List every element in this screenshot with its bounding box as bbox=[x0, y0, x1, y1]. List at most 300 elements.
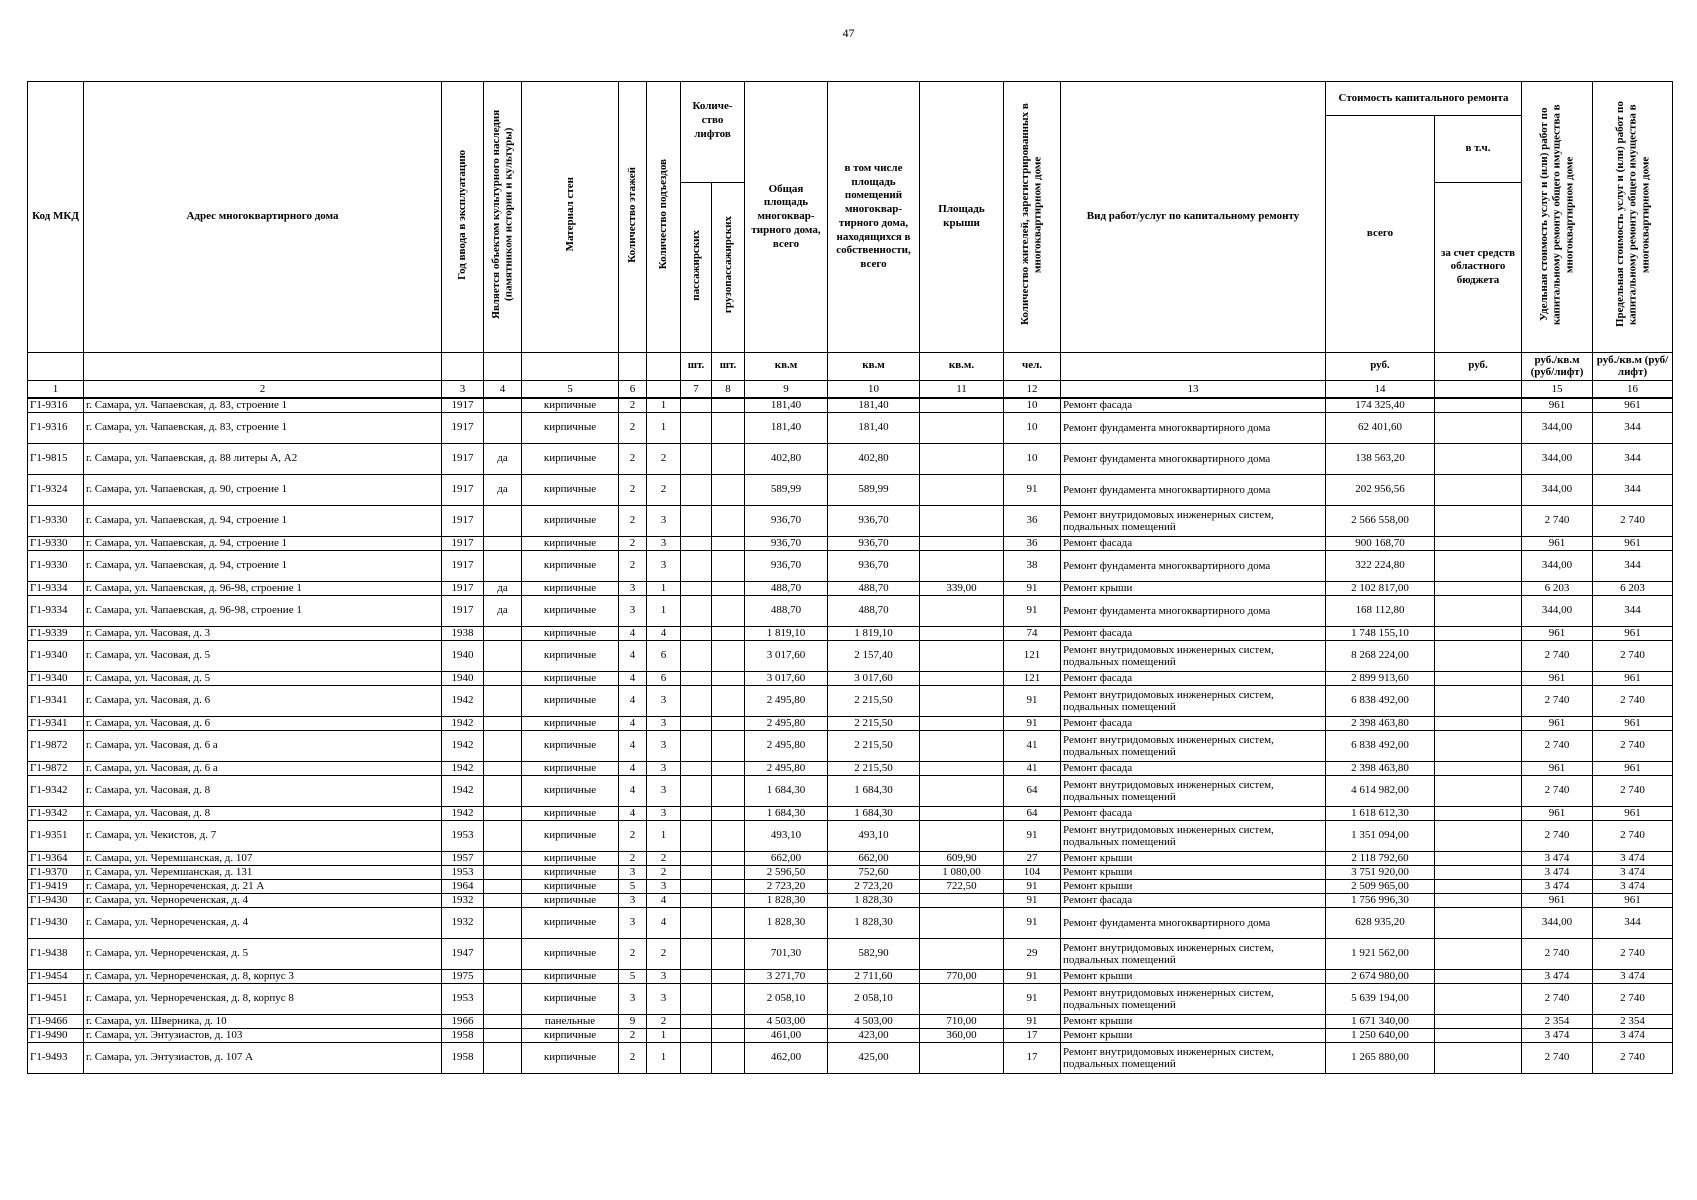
cell-owned-area: 662,00 bbox=[828, 851, 920, 865]
cell-residents: 64 bbox=[1004, 775, 1061, 806]
header-code: Код МКД bbox=[28, 82, 84, 353]
cell-owned-area: 488,70 bbox=[828, 595, 920, 626]
cell-lifts-passenger bbox=[681, 969, 712, 983]
cell-entrances: 6 bbox=[647, 640, 681, 671]
table-row bbox=[28, 1042, 1673, 1073]
column-number: 4 bbox=[484, 380, 522, 398]
cell-limit-cost: 344 bbox=[1593, 907, 1673, 938]
cell-cost-total: 628 935,20 bbox=[1326, 907, 1435, 938]
cell-residents: 74 bbox=[1004, 626, 1061, 640]
cell-code: Г1-9330 bbox=[28, 536, 84, 550]
cell-roof-area bbox=[920, 716, 1004, 730]
cell-roof-area bbox=[920, 893, 1004, 907]
table-row bbox=[28, 806, 1673, 820]
table-row bbox=[28, 907, 1673, 938]
cell-work-type: Ремонт фасада bbox=[1061, 716, 1326, 730]
cell-owned-area: 3 017,60 bbox=[828, 671, 920, 685]
cell-roof-area bbox=[920, 550, 1004, 581]
cell-lifts-passenger bbox=[681, 938, 712, 969]
cell-year: 1917 bbox=[442, 505, 484, 536]
cell-cost-total: 1 351 094,00 bbox=[1326, 820, 1435, 851]
cell-heritage bbox=[484, 938, 522, 969]
header-cost: Стоимость капитального ремонта bbox=[1326, 82, 1522, 116]
cell-cost-regional bbox=[1435, 505, 1522, 536]
cell-floors: 4 bbox=[619, 685, 647, 716]
cell-heritage bbox=[484, 536, 522, 550]
cell-cost-total: 2 566 558,00 bbox=[1326, 505, 1435, 536]
cell-lifts-passenger bbox=[681, 820, 712, 851]
column-number: 8 bbox=[712, 380, 745, 398]
cell-residents: 64 bbox=[1004, 806, 1061, 820]
cell-walls: кирпичные bbox=[522, 1028, 619, 1042]
cell-cost-total: 2 102 817,00 bbox=[1326, 581, 1435, 595]
cell-work-type: Ремонт фасада bbox=[1061, 806, 1326, 820]
cell-unit-cost: 344,00 bbox=[1522, 550, 1593, 581]
cell-unit-cost: 2 740 bbox=[1522, 983, 1593, 1014]
cell-code: Г1-9364 bbox=[28, 851, 84, 865]
cell-heritage bbox=[484, 1014, 522, 1028]
cell-owned-area: 4 503,00 bbox=[828, 1014, 920, 1028]
table-row bbox=[28, 761, 1673, 775]
cell-floors: 2 bbox=[619, 398, 647, 413]
cell-address: г. Самара, ул. Чернореченская, д. 8, корпус 8 bbox=[84, 983, 442, 1014]
cell-roof-area bbox=[920, 626, 1004, 640]
cell-owned-area: 2 058,10 bbox=[828, 983, 920, 1014]
cell-total-area: 3 271,70 bbox=[745, 969, 828, 983]
cell-residents: 91 bbox=[1004, 1014, 1061, 1028]
cell-year: 1957 bbox=[442, 851, 484, 865]
cell-code: Г1-9330 bbox=[28, 550, 84, 581]
cell-owned-area: 1 684,30 bbox=[828, 806, 920, 820]
cell-floors: 3 bbox=[619, 983, 647, 1014]
cell-lifts-cargo bbox=[712, 443, 745, 474]
cell-cost-total: 1 671 340,00 bbox=[1326, 1014, 1435, 1028]
cell-work-type: Ремонт фасада bbox=[1061, 398, 1326, 413]
cell-work-type: Ремонт фасада bbox=[1061, 761, 1326, 775]
cell-year: 1964 bbox=[442, 879, 484, 893]
cell-cost-regional bbox=[1435, 1028, 1522, 1042]
cell-work-type: Ремонт фундамента многоквартирного дома bbox=[1061, 907, 1326, 938]
cell-address: г. Самара, ул. Часовая, д. 6 bbox=[84, 685, 442, 716]
cell-work-type: Ремонт крыши bbox=[1061, 865, 1326, 879]
cell-unit-cost: 2 740 bbox=[1522, 1042, 1593, 1073]
table-row bbox=[28, 938, 1673, 969]
cell-work-type: Ремонт внутридомовых инженерных систем, подвальных помещений bbox=[1061, 938, 1326, 969]
cell-work-type: Ремонт фундамента многоквартирного дома bbox=[1061, 595, 1326, 626]
cell-heritage bbox=[484, 879, 522, 893]
cell-residents: 91 bbox=[1004, 474, 1061, 505]
table-row bbox=[28, 685, 1673, 716]
cell-code: Г1-9316 bbox=[28, 412, 84, 443]
cell-code: Г1-9341 bbox=[28, 716, 84, 730]
cell-entrances: 4 bbox=[647, 893, 681, 907]
cell-unit-cost: 961 bbox=[1522, 398, 1593, 413]
table-row bbox=[28, 398, 1673, 413]
column-number: 2 bbox=[84, 380, 442, 398]
cell-lifts-passenger bbox=[681, 761, 712, 775]
header-address: Адрес многоквартирного дома bbox=[84, 82, 442, 353]
cell-cost-regional bbox=[1435, 907, 1522, 938]
cell-cost-regional bbox=[1435, 983, 1522, 1014]
cell-heritage bbox=[484, 806, 522, 820]
cell-cost-regional bbox=[1435, 536, 1522, 550]
cell-residents: 91 bbox=[1004, 879, 1061, 893]
cell-cost-total: 138 563,20 bbox=[1326, 443, 1435, 474]
cell-lifts-passenger bbox=[681, 595, 712, 626]
cell-limit-cost: 344 bbox=[1593, 443, 1673, 474]
cell-unit-cost: 961 bbox=[1522, 626, 1593, 640]
cell-address: г. Самара, ул. Чапаевская, д. 96-98, строение 1 bbox=[84, 595, 442, 626]
cell-cost-total: 8 268 224,00 bbox=[1326, 640, 1435, 671]
table-row bbox=[28, 626, 1673, 640]
cell-cost-regional bbox=[1435, 820, 1522, 851]
cell-floors: 5 bbox=[619, 879, 647, 893]
cell-roof-area bbox=[920, 820, 1004, 851]
cell-walls: кирпичные bbox=[522, 761, 619, 775]
column-number bbox=[1435, 380, 1522, 398]
cell-roof-area: 770,00 bbox=[920, 969, 1004, 983]
cell-limit-cost: 2 740 bbox=[1593, 640, 1673, 671]
cell-owned-area: 181,40 bbox=[828, 398, 920, 413]
cell-owned-area: 936,70 bbox=[828, 536, 920, 550]
cell-cost-total: 5 639 194,00 bbox=[1326, 983, 1435, 1014]
cell-cost-total: 174 325,40 bbox=[1326, 398, 1435, 413]
cell-lifts-cargo bbox=[712, 581, 745, 595]
cell-work-type: Ремонт крыши bbox=[1061, 851, 1326, 865]
cell-unit-cost: 961 bbox=[1522, 671, 1593, 685]
cell-year: 1942 bbox=[442, 685, 484, 716]
cell-walls: кирпичные bbox=[522, 806, 619, 820]
column-number: 13 bbox=[1061, 380, 1326, 398]
cell-work-type: Ремонт фундамента многоквартирного дома bbox=[1061, 443, 1326, 474]
cell-entrances: 3 bbox=[647, 761, 681, 775]
cell-total-area: 3 017,60 bbox=[745, 671, 828, 685]
cell-roof-area: 722,50 bbox=[920, 879, 1004, 893]
cell-roof-area: 339,00 bbox=[920, 581, 1004, 595]
cell-unit-cost: 2 740 bbox=[1522, 820, 1593, 851]
cell-owned-area: 589,99 bbox=[828, 474, 920, 505]
header-lifts-passenger: пассажирских bbox=[689, 229, 702, 301]
cell-floors: 4 bbox=[619, 640, 647, 671]
cell-work-type: Ремонт крыши bbox=[1061, 969, 1326, 983]
cell-entrances: 3 bbox=[647, 550, 681, 581]
cell-total-area: 4 503,00 bbox=[745, 1014, 828, 1028]
cell-lifts-cargo bbox=[712, 474, 745, 505]
cell-cost-regional bbox=[1435, 581, 1522, 595]
cell-walls: кирпичные bbox=[522, 443, 619, 474]
cell-residents: 29 bbox=[1004, 938, 1061, 969]
cell-year: 1940 bbox=[442, 671, 484, 685]
cell-cost-regional bbox=[1435, 938, 1522, 969]
cell-year: 1942 bbox=[442, 716, 484, 730]
column-number: 14 bbox=[1326, 380, 1435, 398]
table-row bbox=[28, 1028, 1673, 1042]
cell-roof-area bbox=[920, 640, 1004, 671]
cell-residents: 10 bbox=[1004, 412, 1061, 443]
cell-floors: 3 bbox=[619, 581, 647, 595]
cell-owned-area: 1 828,30 bbox=[828, 893, 920, 907]
cell-roof-area bbox=[920, 907, 1004, 938]
cell-entrances: 1 bbox=[647, 581, 681, 595]
table-row bbox=[28, 550, 1673, 581]
cell-walls: кирпичные bbox=[522, 550, 619, 581]
cell-code: Г1-9493 bbox=[28, 1042, 84, 1073]
cell-cost-total: 900 168,70 bbox=[1326, 536, 1435, 550]
cell-lifts-passenger bbox=[681, 443, 712, 474]
cell-lifts-passenger bbox=[681, 626, 712, 640]
cell-address: г. Самара, ул. Чапаевская, д. 94, строение 1 bbox=[84, 505, 442, 536]
cell-code: Г1-9438 bbox=[28, 938, 84, 969]
cell-address: г. Самара, ул. Часовая, д. 6 а bbox=[84, 730, 442, 761]
cell-lifts-passenger bbox=[681, 685, 712, 716]
cell-total-area: 3 017,60 bbox=[745, 640, 828, 671]
table-row bbox=[28, 893, 1673, 907]
cell-limit-cost: 3 474 bbox=[1593, 865, 1673, 879]
cell-walls: кирпичные bbox=[522, 536, 619, 550]
cell-limit-cost: 2 740 bbox=[1593, 685, 1673, 716]
cell-total-area: 2 495,80 bbox=[745, 716, 828, 730]
cell-code: Г1-9430 bbox=[28, 907, 84, 938]
header-work-type: Вид работ/услуг по капитальному ремонту bbox=[1061, 82, 1326, 353]
cell-roof-area bbox=[920, 443, 1004, 474]
cell-cost-regional bbox=[1435, 443, 1522, 474]
cell-floors: 2 bbox=[619, 938, 647, 969]
header-year: Год ввода в эксплуатацию bbox=[456, 149, 469, 280]
cell-entrances: 3 bbox=[647, 969, 681, 983]
cell-year: 1932 bbox=[442, 893, 484, 907]
cell-heritage bbox=[484, 398, 522, 413]
cell-total-area: 181,40 bbox=[745, 398, 828, 413]
header-floors: Количество этажей bbox=[626, 166, 639, 263]
cell-residents: 10 bbox=[1004, 398, 1061, 413]
cell-lifts-cargo bbox=[712, 761, 745, 775]
cell-total-area: 1 828,30 bbox=[745, 907, 828, 938]
cell-cost-total: 1 265 880,00 bbox=[1326, 1042, 1435, 1073]
unit-cost-total: руб. bbox=[1326, 352, 1435, 380]
cell-lifts-cargo bbox=[712, 1042, 745, 1073]
cell-unit-cost: 344,00 bbox=[1522, 443, 1593, 474]
table-row bbox=[28, 820, 1673, 851]
cell-walls: кирпичные bbox=[522, 865, 619, 879]
cell-floors: 4 bbox=[619, 761, 647, 775]
cell-work-type: Ремонт внутридомовых инженерных систем, подвальных помещений bbox=[1061, 730, 1326, 761]
cell-lifts-cargo bbox=[712, 851, 745, 865]
table-row bbox=[28, 536, 1673, 550]
cell-walls: кирпичные bbox=[522, 851, 619, 865]
cell-code: Г1-9324 bbox=[28, 474, 84, 505]
cell-floors: 4 bbox=[619, 626, 647, 640]
cell-limit-cost: 961 bbox=[1593, 893, 1673, 907]
cell-entrances: 6 bbox=[647, 671, 681, 685]
column-number-row bbox=[28, 380, 1673, 398]
cell-address: г. Самара, ул. Часовая, д. 5 bbox=[84, 640, 442, 671]
cell-lifts-cargo bbox=[712, 983, 745, 1014]
page-number: 47 bbox=[842, 26, 855, 40]
column-number: 12 bbox=[1004, 380, 1061, 398]
cell-lifts-passenger bbox=[681, 851, 712, 865]
cell-residents: 91 bbox=[1004, 595, 1061, 626]
cell-work-type: Ремонт фасада bbox=[1061, 626, 1326, 640]
cell-lifts-cargo bbox=[712, 820, 745, 851]
cell-unit-cost: 961 bbox=[1522, 716, 1593, 730]
unit-limit-cost: руб./кв.м (руб/лифт) bbox=[1593, 352, 1673, 380]
cell-address: г. Самара, ул. Часовая, д. 5 bbox=[84, 671, 442, 685]
cell-year: 1917 bbox=[442, 536, 484, 550]
cell-year: 1942 bbox=[442, 806, 484, 820]
cell-code: Г1-9316 bbox=[28, 398, 84, 413]
cell-address: г. Самара, ул. Чернореченская, д. 4 bbox=[84, 907, 442, 938]
cell-work-type: Ремонт внутридомовых инженерных систем, подвальных помещений bbox=[1061, 640, 1326, 671]
cell-total-area: 2 596,50 bbox=[745, 865, 828, 879]
cell-year: 1942 bbox=[442, 730, 484, 761]
cell-residents: 91 bbox=[1004, 820, 1061, 851]
cell-lifts-passenger bbox=[681, 1028, 712, 1042]
cell-year: 1953 bbox=[442, 865, 484, 879]
cell-unit-cost: 2 740 bbox=[1522, 640, 1593, 671]
cell-entrances: 3 bbox=[647, 806, 681, 820]
cell-cost-regional bbox=[1435, 969, 1522, 983]
cell-owned-area: 402,80 bbox=[828, 443, 920, 474]
cell-owned-area: 1 819,10 bbox=[828, 626, 920, 640]
cell-code: Г1-9342 bbox=[28, 775, 84, 806]
cell-year: 1966 bbox=[442, 1014, 484, 1028]
cell-address: г. Самара, ул. Чернореченская, д. 4 bbox=[84, 893, 442, 907]
table-row bbox=[28, 443, 1673, 474]
cell-residents: 17 bbox=[1004, 1042, 1061, 1073]
column-number: 11 bbox=[920, 380, 1004, 398]
cell-total-area: 1 828,30 bbox=[745, 893, 828, 907]
cell-cost-regional bbox=[1435, 1014, 1522, 1028]
cell-year: 1953 bbox=[442, 983, 484, 1014]
cell-entrances: 4 bbox=[647, 626, 681, 640]
cell-work-type: Ремонт фундамента многоквартирного дома bbox=[1061, 412, 1326, 443]
cell-owned-area: 936,70 bbox=[828, 550, 920, 581]
cell-walls: кирпичные bbox=[522, 983, 619, 1014]
cell-entrances: 4 bbox=[647, 907, 681, 938]
cell-roof-area bbox=[920, 938, 1004, 969]
cell-roof-area bbox=[920, 412, 1004, 443]
cell-code: Г1-9419 bbox=[28, 879, 84, 893]
cell-owned-area: 488,70 bbox=[828, 581, 920, 595]
cell-unit-cost: 344,00 bbox=[1522, 907, 1593, 938]
cell-lifts-cargo bbox=[712, 730, 745, 761]
cell-code: Г1-9490 bbox=[28, 1028, 84, 1042]
cell-total-area: 701,30 bbox=[745, 938, 828, 969]
cell-unit-cost: 3 474 bbox=[1522, 969, 1593, 983]
cell-residents: 27 bbox=[1004, 851, 1061, 865]
table-body bbox=[28, 398, 1673, 1074]
cell-heritage bbox=[484, 626, 522, 640]
cell-total-area: 1 684,30 bbox=[745, 806, 828, 820]
cell-total-area: 589,99 bbox=[745, 474, 828, 505]
cell-total-area: 402,80 bbox=[745, 443, 828, 474]
cell-walls: кирпичные bbox=[522, 640, 619, 671]
cell-walls: кирпичные bbox=[522, 820, 619, 851]
cell-roof-area bbox=[920, 474, 1004, 505]
capital-repair-register-table bbox=[27, 81, 1673, 1074]
cell-work-type: Ремонт внутридомовых инженерных систем, подвальных помещений bbox=[1061, 775, 1326, 806]
cell-total-area: 181,40 bbox=[745, 412, 828, 443]
cell-limit-cost: 3 474 bbox=[1593, 879, 1673, 893]
cell-heritage bbox=[484, 1028, 522, 1042]
cell-code: Г1-9466 bbox=[28, 1014, 84, 1028]
cell-residents: 91 bbox=[1004, 685, 1061, 716]
cell-heritage: да bbox=[484, 474, 522, 505]
cell-heritage bbox=[484, 865, 522, 879]
cell-residents: 17 bbox=[1004, 1028, 1061, 1042]
cell-entrances: 2 bbox=[647, 443, 681, 474]
cell-limit-cost: 961 bbox=[1593, 671, 1673, 685]
column-number: 1 bbox=[28, 380, 84, 398]
cell-floors: 2 bbox=[619, 536, 647, 550]
cell-work-type: Ремонт крыши bbox=[1061, 581, 1326, 595]
cell-cost-regional bbox=[1435, 730, 1522, 761]
cell-residents: 36 bbox=[1004, 536, 1061, 550]
cell-lifts-passenger bbox=[681, 671, 712, 685]
cell-unit-cost: 961 bbox=[1522, 761, 1593, 775]
cell-walls: кирпичные bbox=[522, 685, 619, 716]
cell-total-area: 2 723,20 bbox=[745, 879, 828, 893]
cell-heritage bbox=[484, 907, 522, 938]
cell-lifts-passenger bbox=[681, 581, 712, 595]
column-number: 16 bbox=[1593, 380, 1673, 398]
table-row bbox=[28, 983, 1673, 1014]
cell-limit-cost: 3 474 bbox=[1593, 969, 1673, 983]
cell-floors: 4 bbox=[619, 730, 647, 761]
cell-lifts-passenger bbox=[681, 398, 712, 413]
cell-address: г. Самара, ул. Чапаевская, д. 88 литеры А, А2 bbox=[84, 443, 442, 474]
cell-unit-cost: 2 740 bbox=[1522, 938, 1593, 969]
cell-owned-area: 582,90 bbox=[828, 938, 920, 969]
cell-year: 1942 bbox=[442, 775, 484, 806]
cell-work-type: Ремонт фундамента многоквартирного дома bbox=[1061, 550, 1326, 581]
cell-lifts-passenger bbox=[681, 907, 712, 938]
cell-heritage bbox=[484, 640, 522, 671]
cell-limit-cost: 344 bbox=[1593, 595, 1673, 626]
cell-entrances: 1 bbox=[647, 595, 681, 626]
cell-limit-cost: 961 bbox=[1593, 398, 1673, 413]
table-row bbox=[28, 775, 1673, 806]
cell-lifts-cargo bbox=[712, 775, 745, 806]
cell-owned-area: 2 711,60 bbox=[828, 969, 920, 983]
cell-cost-total: 1 748 155,10 bbox=[1326, 626, 1435, 640]
cell-owned-area: 181,40 bbox=[828, 412, 920, 443]
cell-unit-cost: 961 bbox=[1522, 536, 1593, 550]
cell-residents: 38 bbox=[1004, 550, 1061, 581]
cell-total-area: 2 495,80 bbox=[745, 730, 828, 761]
cell-total-area: 488,70 bbox=[745, 595, 828, 626]
cell-lifts-cargo bbox=[712, 412, 745, 443]
cell-cost-regional bbox=[1435, 474, 1522, 505]
unit-roof-area: кв.м. bbox=[920, 352, 1004, 380]
cell-unit-cost: 2 740 bbox=[1522, 730, 1593, 761]
cell-year: 1917 bbox=[442, 474, 484, 505]
cell-lifts-cargo bbox=[712, 893, 745, 907]
column-number: 10 bbox=[828, 380, 920, 398]
cell-floors: 5 bbox=[619, 969, 647, 983]
cell-heritage bbox=[484, 1042, 522, 1073]
cell-address: г. Самара, ул. Чапаевская, д. 94, строение 1 bbox=[84, 550, 442, 581]
cell-total-area: 2 495,80 bbox=[745, 685, 828, 716]
cell-floors: 2 bbox=[619, 550, 647, 581]
cell-walls: кирпичные bbox=[522, 879, 619, 893]
cell-total-area: 493,10 bbox=[745, 820, 828, 851]
cell-cost-total: 1 921 562,00 bbox=[1326, 938, 1435, 969]
cell-lifts-passenger bbox=[681, 474, 712, 505]
cell-work-type: Ремонт внутридомовых инженерных систем, подвальных помещений bbox=[1061, 1042, 1326, 1073]
cell-entrances: 2 bbox=[647, 474, 681, 505]
cell-work-type: Ремонт крыши bbox=[1061, 879, 1326, 893]
